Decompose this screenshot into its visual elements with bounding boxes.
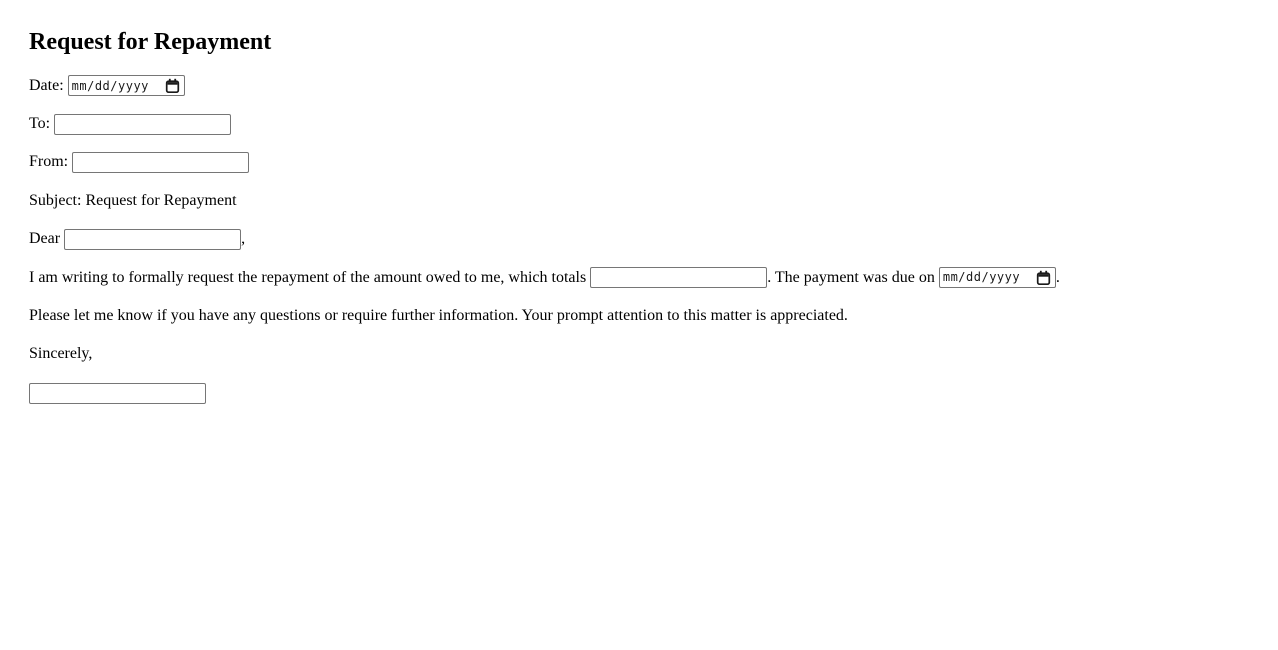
date-placeholder: mm/dd/yyyy bbox=[71, 78, 149, 93]
from-label: From: bbox=[29, 153, 69, 171]
request-text-before-amount-real: I am writing to formally request the repayment of the amount owed to me, which totals bbox=[29, 268, 587, 286]
subject-line: Subject: Request for Repayment bbox=[29, 191, 237, 209]
due-date-placeholder: mm/dd/yyyy bbox=[942, 270, 1021, 285]
date-input[interactable] bbox=[68, 75, 185, 96]
to-input[interactable] bbox=[54, 114, 231, 135]
from-row bbox=[29, 151, 1249, 173]
followup-sentence: Please let me know if you have any questions or require further information. Your prompt attention to this matter is appreciated. bbox=[29, 306, 848, 324]
page-title: Request for Repayment bbox=[29, 29, 272, 55]
amount-input[interactable] bbox=[590, 267, 767, 288]
salutation-label: Dear bbox=[29, 230, 61, 248]
salutation-suffix: , bbox=[241, 230, 246, 248]
salutation-name-input[interactable] bbox=[64, 229, 241, 250]
due-date-input[interactable] bbox=[939, 267, 1056, 288]
from-input[interactable] bbox=[72, 152, 249, 173]
date-row bbox=[29, 75, 1249, 97]
calendar-icon[interactable] bbox=[165, 78, 180, 94]
request-text-after-amount: . The payment was due on bbox=[767, 268, 935, 286]
to-row bbox=[29, 113, 1249, 135]
to-label: To: bbox=[29, 114, 51, 132]
salutation-row bbox=[29, 228, 1249, 250]
date-label: Date: bbox=[29, 76, 64, 94]
calendar-icon[interactable] bbox=[1036, 270, 1051, 286]
request-text-end: . bbox=[1055, 268, 1060, 286]
closing-line: Sincerely, bbox=[29, 345, 93, 363]
signature-row bbox=[29, 382, 1249, 404]
signature-input[interactable] bbox=[29, 383, 206, 404]
request-sentence-row bbox=[29, 267, 1249, 289]
